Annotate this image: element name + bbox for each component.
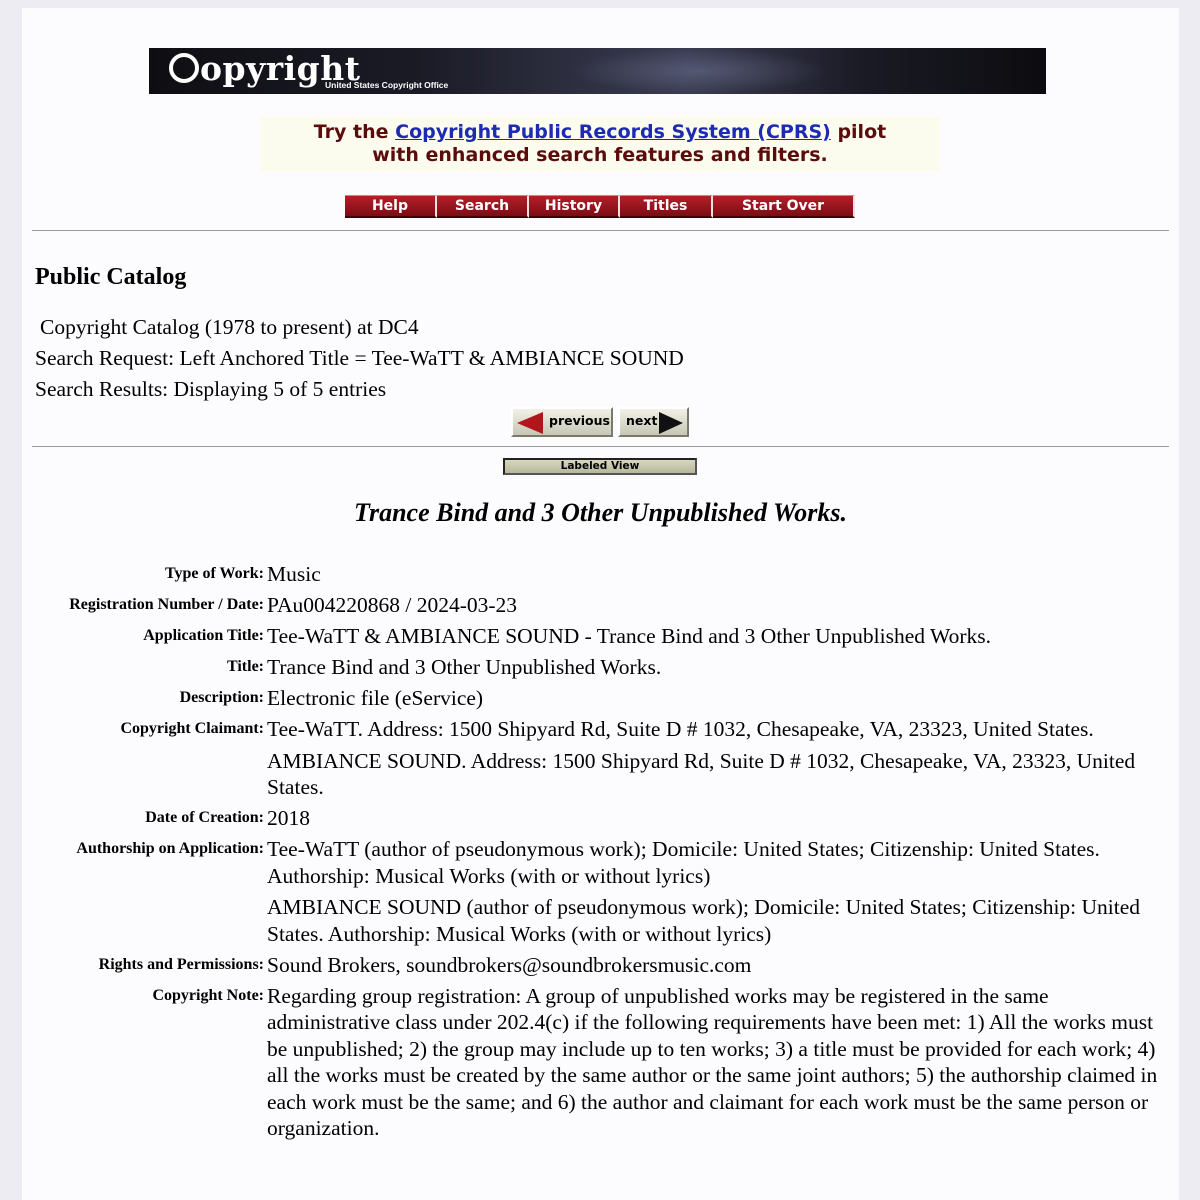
application-title-label: Application Title:	[143, 627, 264, 644]
record-row-registration	[32, 592, 1167, 623]
previous-button[interactable]	[511, 407, 613, 437]
authorship-item: AMBIANCE SOUND (author of pseudonymous work); Domicile: United States; Citizenship: United States. Authorship: Musical Works (with or without lyrics)	[267, 895, 1141, 946]
logo-text: opyright	[200, 49, 361, 88]
application-title-value: Tee-WaTT & AMBIANCE SOUND - Trance Bind and 3 Other Unpublished Works.	[267, 624, 991, 648]
page-title: Public Catalog	[35, 264, 187, 290]
record-row-type	[32, 561, 1167, 592]
copyright-note-label: Copyright Note:	[152, 986, 264, 1004]
copyright-c-icon	[169, 53, 199, 83]
title-label: Title:	[226, 658, 264, 675]
record-row-claimant	[32, 716, 1167, 805]
next-button[interactable]	[618, 407, 689, 437]
title-value: Trance Bind and 3 Other Unpublished Works.	[267, 655, 662, 679]
previous-arrow-icon	[517, 412, 543, 434]
banner-subtitle: United States Copyright Office	[325, 80, 449, 90]
divider-middle	[32, 446, 1169, 447]
record-row-rights	[32, 952, 1167, 983]
page	[22, 8, 1179, 1200]
rights-value: Sound Brokers, soundbrokers@soundbrokersmusic.com	[267, 952, 752, 977]
history-button[interactable]: History	[529, 195, 620, 218]
authorship-values	[267, 836, 1167, 952]
search-results: Search Results: Displaying 5 of 5 entries	[35, 377, 387, 401]
promo-prefix: Try the	[313, 121, 396, 143]
next-arrow-icon	[659, 412, 683, 434]
divider-top	[32, 230, 1169, 231]
record-title: Trance Bind and 3 Other Unpublished Works.	[354, 498, 847, 527]
record-row-application-title	[32, 623, 1167, 654]
record-row-authorship	[32, 836, 1167, 952]
copyright-note-value: Regarding group registration: A group of unpublished works may be registered in the same administrative class under 202.4(c) if the following requirements have been met: 1) All the works must be unpublished; 2) the group may include up to ten works; 3) a title must be provided for each work; 4) all the works must be created by the same author or the same joint authors; 5) the authorship claimed in each work must be the same; and 6) the author and claimant for each work must be the same person or organization.	[267, 983, 1158, 1140]
record-row-note	[32, 983, 1167, 1147]
start-over-button[interactable]: Start Over	[713, 195, 855, 218]
claimant-label: Copyright Claimant:	[120, 720, 264, 737]
record-details	[32, 561, 1167, 1146]
type-of-work-value: Music	[267, 562, 321, 586]
rights-label: Rights and Permissions:	[98, 955, 264, 973]
search-button[interactable]: Search	[437, 195, 529, 218]
registration-label: Registration Number / Date:	[69, 596, 264, 613]
promo-line2: with enhanced search features and filters.	[372, 144, 828, 166]
claimant-item: Tee-WaTT. Address: 1500 Shipyard Rd, Suite D # 1032, Chesapeake, VA, 23323, United States.	[267, 717, 1094, 741]
claimant-item: AMBIANCE SOUND. Address: 1500 Shipyard Rd, Suite D # 1032, Chesapeake, VA, 23323, United States.	[267, 748, 1136, 799]
nav-bar	[345, 195, 855, 218]
cprs-promo	[260, 116, 940, 172]
type-of-work-label: Type of Work:	[165, 565, 264, 582]
registration-value: PAu004220868 / 2024-03-23	[267, 593, 518, 617]
labeled-view-button[interactable]: Labeled View	[503, 458, 697, 475]
authorship-label: Authorship on Application:	[76, 840, 264, 857]
promo-suffix: pilot	[830, 121, 887, 143]
description-value: Electronic file (eService)	[267, 686, 484, 710]
next-label: next	[626, 413, 658, 428]
cprs-link[interactable]: Copyright Public Records System (CPRS)	[395, 121, 831, 143]
banner-shade	[569, 48, 829, 94]
description-label: Description:	[179, 689, 264, 706]
record-row-date-of-creation	[32, 805, 1167, 836]
record-row-title	[32, 654, 1167, 685]
copyright-office-banner[interactable]	[149, 48, 1046, 94]
date-of-creation-value: 2018	[267, 806, 310, 830]
search-request: Search Request: Left Anchored Title = Tee-WaTT & AMBIANCE SOUND	[35, 346, 684, 370]
previous-label: previous	[549, 413, 610, 428]
record-row-description	[32, 685, 1167, 716]
authorship-item: Tee-WaTT (author of pseudonymous work); Domicile: United States; Citizenship: United States. Authorship: Musical Works (with or without lyrics)	[267, 837, 1100, 888]
catalog-line: Copyright Catalog (1978 to present) at DC4	[40, 315, 419, 339]
claimant-values	[267, 716, 1167, 805]
date-of-creation-label: Date of Creation:	[145, 809, 264, 826]
titles-button[interactable]: Titles	[620, 195, 713, 218]
help-button[interactable]: Help	[345, 195, 437, 218]
